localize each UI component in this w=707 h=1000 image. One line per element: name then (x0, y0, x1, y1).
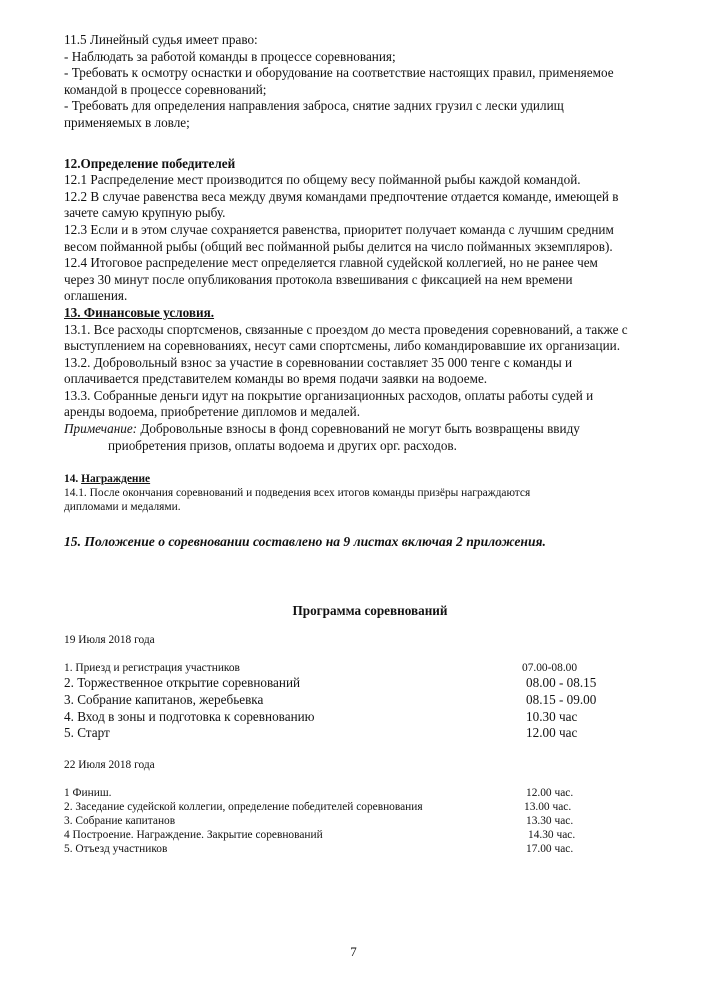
paragraph-line: - Наблюдать за работой команды в процессе соревнования; (64, 48, 396, 64)
program-item-label: 1. Приезд и регистрация участников (64, 662, 240, 675)
paragraph-line: - Требовать для определения направления заброса, снятие задних грузил с лески удилищ (64, 98, 564, 114)
program-item-time: 10.30 час (526, 708, 578, 724)
program-item-time: 14.30 час. (528, 828, 576, 841)
paragraph-line: весом пойманной рыбы (общий вес пойманной рыбы делится на число пойманных экземпляров). (64, 238, 613, 254)
program-item (64, 842, 676, 856)
section-title: Награждение (81, 473, 151, 486)
program-date-2: 22 Июля 2018 года (64, 758, 155, 771)
note-label: Примечание: (64, 421, 138, 437)
paragraph-line: - Требовать к осмотру оснастки и оборудование на соответствие настоящих правил, применяемое (64, 65, 614, 81)
program-item-time: 08.00 - 08.15 (526, 675, 597, 691)
paragraph-line: 11.5 Линейный судья имеет право: (64, 32, 258, 47)
program-item-label: 4 Построение. Награждение. Закрытие соревнований (64, 828, 323, 841)
section-number: 14. (64, 473, 82, 486)
program-item (64, 814, 676, 828)
paragraph-line: 13.3. Собранные деньги идут на покрытие организационных расходов, оплаты работы судей и (64, 387, 594, 403)
program-item-label: 1 Финиш. (64, 786, 112, 799)
program-item-time: 12.00 час (526, 725, 578, 741)
paragraph-line: 12.3 Если и в этом случае сохраняется равенства, приоритет получает команда с лучшим средним (64, 221, 614, 237)
program-item-label: 3. Собрание капитанов (64, 814, 176, 827)
program-item-label: 3. Собрание капитанов, жеребьевка (64, 692, 264, 708)
program-item-time: 13.30 час. (526, 814, 574, 827)
program-item (64, 786, 676, 800)
section-13 (64, 305, 676, 454)
program-item (64, 709, 676, 726)
program-title: Программа соревнований (292, 602, 448, 618)
program-item-label: 5. Отъезд участников (64, 842, 168, 855)
program-item-label: 4. Вход в зоны и подготовка к соревнованию (64, 708, 315, 724)
paragraph-line: 12.2 В случае равенства веса между двумя командами предпочтение отдается команде, имеющей в (64, 188, 619, 204)
paragraph-line: применяемых в ловле; (64, 114, 190, 130)
note-line (64, 421, 676, 438)
paragraph-line: аренды водоема, приобретение дипломов и медалей. (64, 404, 360, 420)
section-heading: 13. Финансовые условия. (64, 304, 215, 320)
program-item-time: 12.00 час. (526, 786, 574, 799)
program-item (64, 661, 676, 675)
paragraph-line: выступлением на соревнованиях, несут сами спортсмены, либо командировавшие их организации. (64, 338, 621, 354)
program-item (64, 828, 676, 842)
program-item-time: 17.00 час. (526, 842, 574, 855)
paragraph-line: через 30 минут после опубликования протокола взвешивания с фиксацией на нем времени (64, 271, 573, 287)
note-text: Добровольные взносы в фонд соревнований не могут быть возвращены ввиду (137, 421, 580, 437)
paragraph-line: 13.2. Добровольный взнос за участие в соревновании составляет 35 000 тенге с команды и (64, 354, 573, 370)
paragraph-line: 12.4 Итоговое распределение мест определяется главной судейской коллегией, но не ранее чем (64, 255, 598, 271)
document-page (64, 32, 676, 856)
program-item (64, 725, 676, 742)
note-continuation: приобретения призов, оплаты водоема и других орг. расходов. (108, 437, 457, 453)
program-item-time: 13.00 час. (524, 800, 572, 813)
paragraph-line: 12.1 Распределение мест производится по общему весу пойманной рыбы каждой командой. (64, 172, 581, 188)
paragraph-line: 14.1. После окончания соревнований и подведения всех итогов команды призёры награждаются (64, 487, 531, 500)
program-item (64, 692, 676, 709)
program-date-1: 19 Июля 2018 года (64, 634, 155, 647)
paragraph-line: командой в процессе соревнований; (64, 81, 267, 97)
program-item (64, 800, 676, 814)
page-number: 7 (350, 944, 357, 959)
section-14 (64, 472, 676, 514)
section-11-5 (64, 32, 676, 132)
paragraph-line: оглашения. (64, 288, 128, 304)
program-item-label: 2. Заседание судейской коллегии, определение победителей соревнования (64, 800, 423, 813)
program-item (64, 675, 676, 692)
paragraph-line: дипломами и медалями. (64, 501, 181, 514)
program-day1-list (64, 661, 676, 741)
program-item-label: 5. Старт (64, 725, 110, 741)
section-12 (64, 156, 676, 305)
section-15: 15. Положение о соревновании составлено на 9 листах включая 2 приложения. (64, 534, 546, 550)
program-item-time: 07.00-08.00 (522, 662, 578, 675)
section-heading: 12.Определение победителей (64, 155, 236, 171)
program-item-label: 2. Торжественное открытие соревнований (64, 675, 301, 691)
paragraph-line: 13.1. Все расходы спортсменов, связанные с проездом до места проведения соревнований, а также с (64, 321, 628, 337)
paragraph-line: оплачивается представителем команды во время подачи заявки на водоеме. (64, 371, 488, 387)
paragraph-line: зачете самую крупную рыбу. (64, 205, 226, 221)
program-item-time: 08.15 - 09.00 (526, 692, 597, 708)
section-heading (64, 472, 676, 486)
program-day2-list (64, 786, 676, 856)
